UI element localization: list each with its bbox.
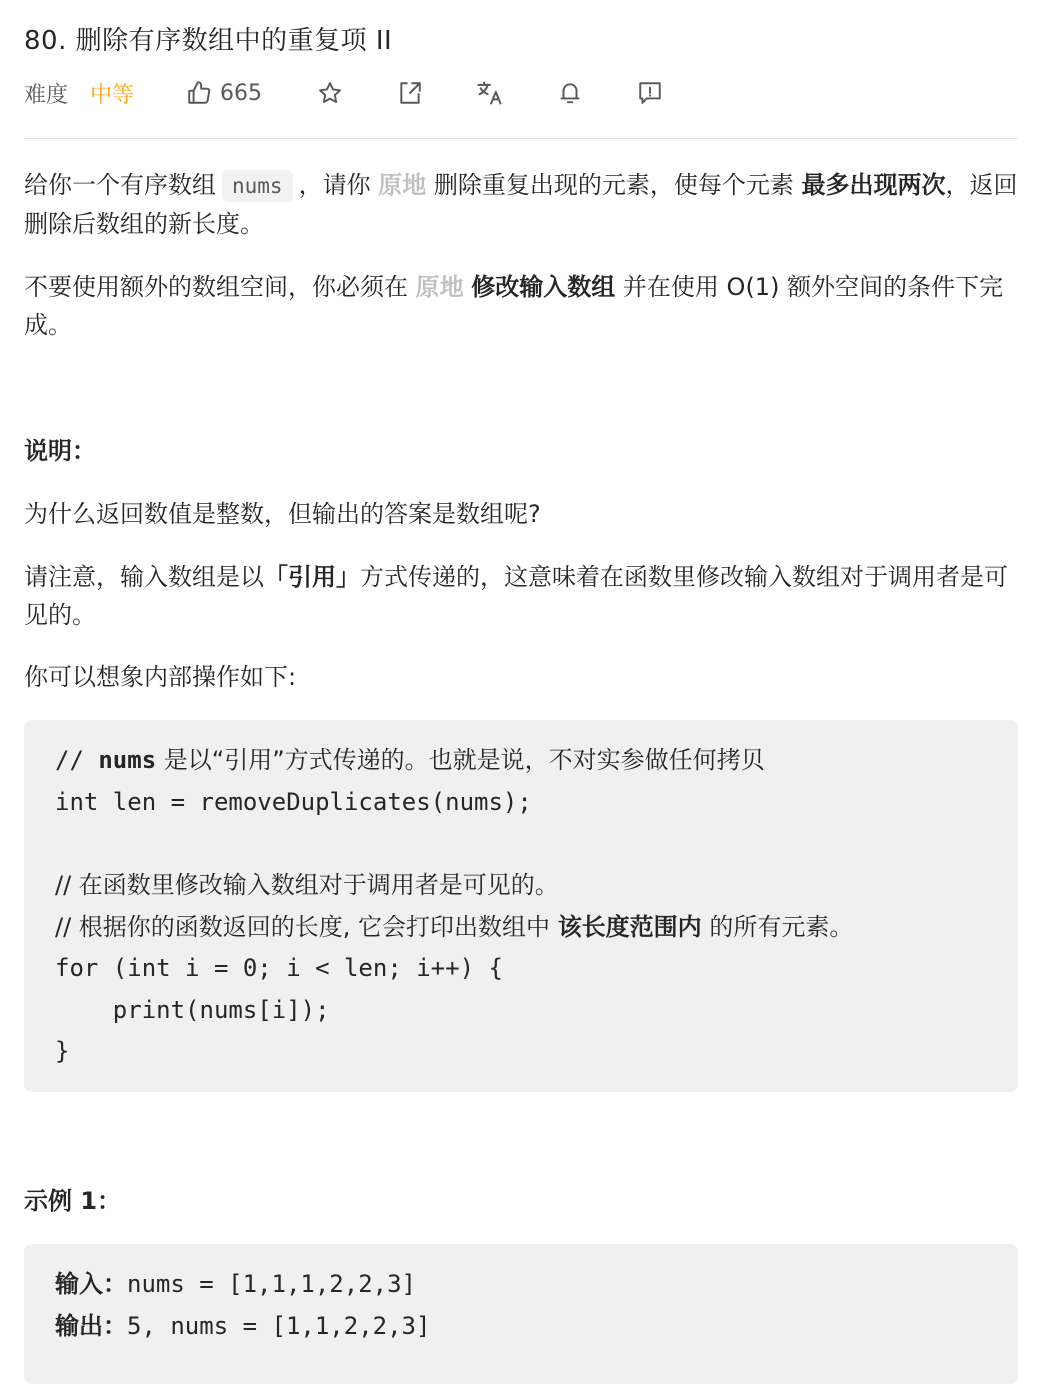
- text: ，请你: [298, 171, 371, 199]
- translate-icon: [476, 79, 504, 107]
- bold-emphasis: 修改输入数组: [471, 273, 616, 301]
- example-block: [24, 1244, 1018, 1384]
- like-button[interactable]: [186, 76, 262, 110]
- note-heading: 说明：: [24, 437, 96, 465]
- code-line: print(nums[i]);: [55, 996, 330, 1024]
- code-line: for (int i = 0; i < len; i++) {: [55, 954, 503, 982]
- text: 请注意，输入数组是以: [24, 563, 264, 591]
- description-paragraph-5: 你可以想象内部操作如下:: [24, 663, 297, 691]
- text: // 在函数里修改输入数组对于调用者是可见的。: [55, 871, 559, 899]
- code-line: [55, 865, 559, 905]
- share-icon: [397, 80, 423, 106]
- translate-button[interactable]: [470, 76, 510, 110]
- text: 不要使用额外的数组空间，你必须在: [24, 273, 408, 301]
- code-line: [55, 740, 765, 780]
- example-output-label: 输出：: [55, 1312, 127, 1340]
- feedback-icon: [637, 80, 663, 106]
- code-line: [55, 907, 853, 947]
- description-paragraph-2: [24, 268, 1018, 344]
- text: 是以“引用”方式传递的。也就是说，不对实参做任何拷贝: [156, 746, 765, 774]
- subscribe-button[interactable]: [550, 76, 590, 110]
- example-title: 示例 1：: [24, 1187, 122, 1215]
- description-paragraph-4: [24, 558, 1018, 634]
- difficulty-label: 难度: [24, 82, 69, 108]
- faded-emphasis: 原地: [378, 171, 427, 199]
- description-paragraph-1: [24, 166, 1018, 243]
- example-output-line: [55, 1306, 430, 1346]
- feedback-button[interactable]: [630, 76, 670, 110]
- star-icon: [317, 80, 343, 106]
- code-bold: 该长度范围内: [557, 913, 702, 941]
- code-bold: nums: [98, 746, 157, 774]
- description-paragraph-3: 为什么返回数值是整数，但输出的答案是数组呢?: [24, 500, 541, 528]
- like-count: 665: [220, 80, 263, 106]
- faded-emphasis: 原地: [415, 273, 464, 301]
- text: // 根据你的函数返回的长度, 它会打印出数组中: [55, 913, 558, 941]
- favorite-button[interactable]: [310, 76, 350, 110]
- text: 给你一个有序数组: [24, 171, 216, 199]
- example-output-value: 5, nums = [1,1,2,2,3]: [127, 1312, 431, 1340]
- text: 方式传递的，这意味着在函数里修改输入数组对于调用者是可见的。: [24, 563, 1008, 629]
- code-line: }: [55, 1037, 70, 1065]
- text: 的所有元素。: [701, 913, 854, 941]
- header-divider: [24, 138, 1018, 139]
- bold-emphasis: 「引用」: [264, 563, 360, 591]
- text: ，返回删除后数组的新长度。: [24, 171, 1018, 238]
- thumbs-up-icon: [186, 80, 212, 106]
- share-button[interactable]: [390, 76, 430, 110]
- bell-icon: [557, 80, 583, 106]
- difficulty-badge: 中等: [90, 82, 135, 108]
- text: 并在使用 O(1) 额外空间的条件下完成。: [24, 273, 1004, 339]
- text: //: [55, 746, 99, 774]
- code-block: [24, 720, 1018, 1092]
- example-input-line: [55, 1264, 416, 1304]
- code-line: int len = removeDuplicates(nums);: [55, 788, 532, 816]
- example-input-value: nums = [1,1,1,2,2,3]: [127, 1270, 416, 1298]
- problem-meta-bar: [24, 76, 1018, 110]
- inline-code: nums: [222, 170, 293, 202]
- example-input-label: 输入：: [55, 1270, 127, 1298]
- bold-emphasis: 最多出现两次: [801, 171, 946, 199]
- problem-title: 80. 删除有序数组中的重复项 II: [24, 26, 393, 56]
- text: 删除重复出现的元素，使每个元素: [433, 171, 794, 199]
